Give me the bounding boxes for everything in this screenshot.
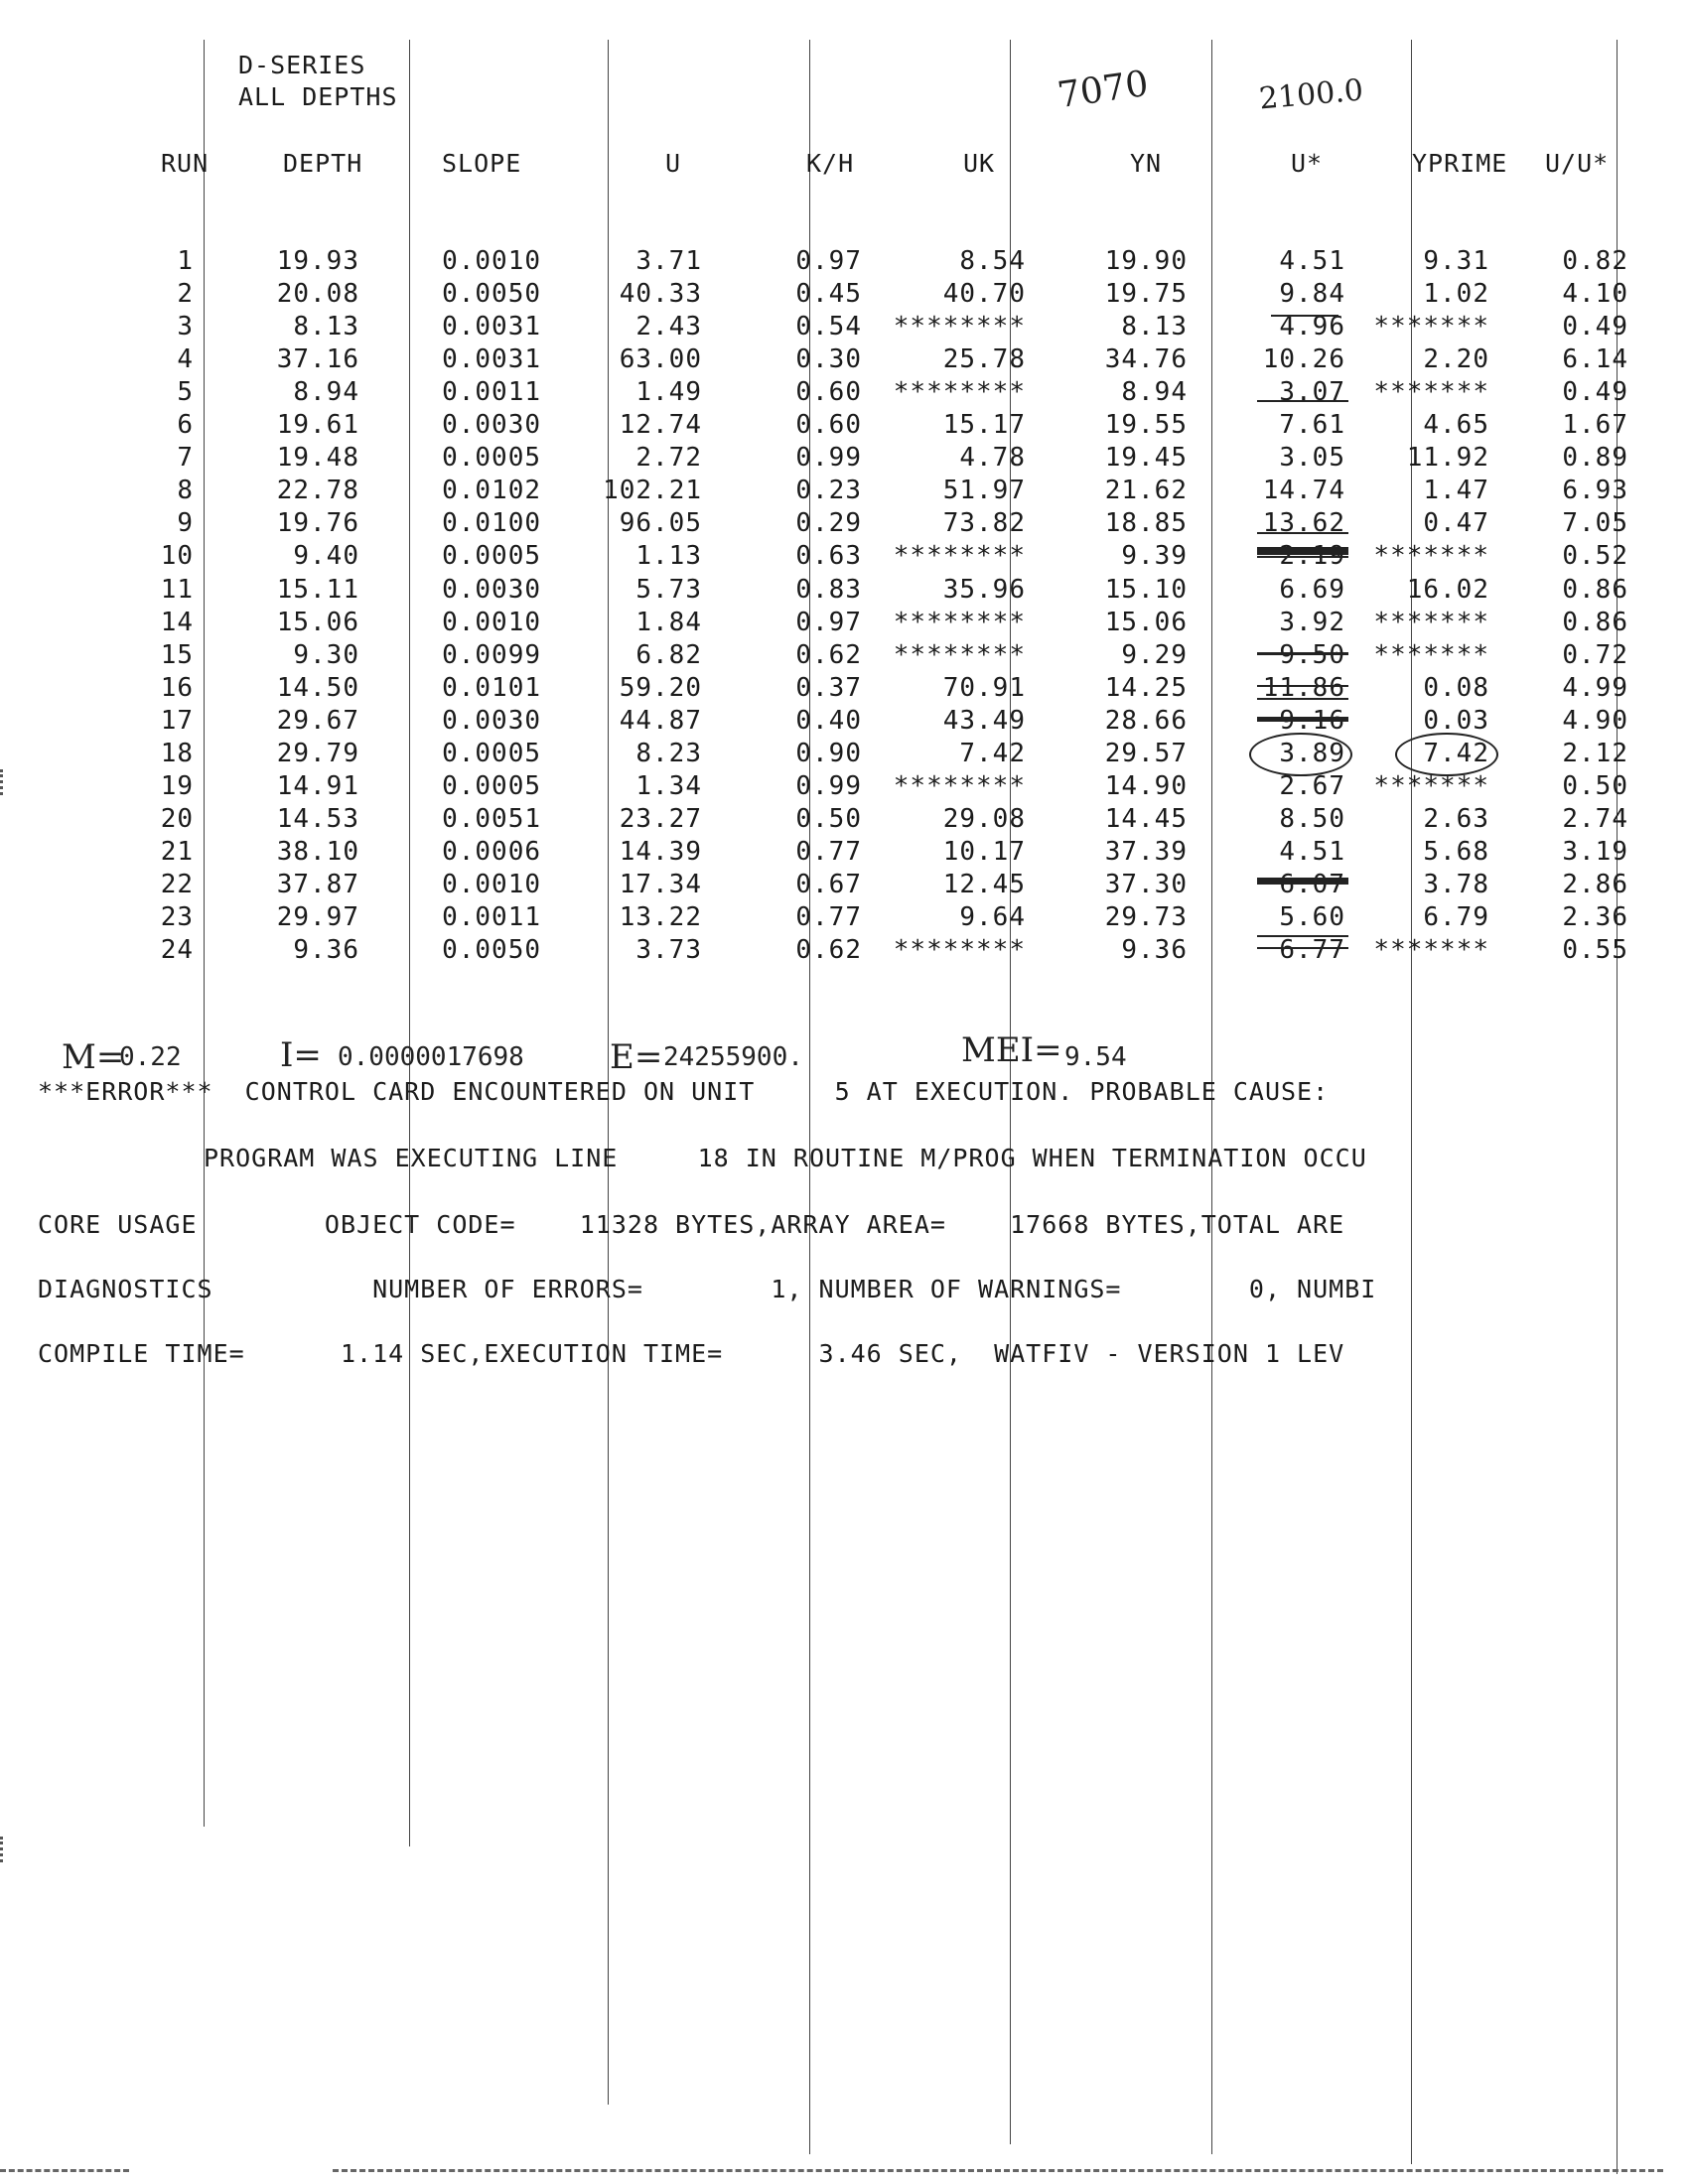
table-row: [0, 312, 1689, 344]
cell-kh: 0.63: [795, 541, 862, 572]
handwritten-circle: [1249, 733, 1352, 776]
cell-depth: 15.11: [276, 574, 359, 605]
cell-kh: 0.30: [795, 344, 862, 375]
cell-uk: 9.64: [959, 902, 1026, 932]
cell-slope: 0.0005: [442, 770, 541, 801]
handwritten-e-label: E=: [610, 1037, 663, 1077]
cell-yprime: *******: [1373, 377, 1489, 408]
cell-uk: ********: [893, 312, 1026, 342]
cell-run: 15: [160, 639, 194, 670]
bottom-perforation: [0, 2169, 129, 2172]
cell-uk: ********: [893, 770, 1026, 801]
cell-depth: 14.91: [276, 770, 359, 801]
cell-depth: 22.78: [276, 476, 359, 506]
handwritten-underline: [1257, 698, 1348, 700]
cell-depth: 19.48: [276, 443, 359, 474]
cell-run: 5: [177, 377, 194, 408]
cell-uu: 2.86: [1562, 869, 1628, 899]
cell-yn: 19.45: [1104, 443, 1188, 474]
report-title-line1: D-SERIES: [238, 51, 366, 79]
cell-run: 16: [160, 672, 194, 703]
cell-uu: 3.19: [1562, 836, 1628, 867]
cell-yn: 19.75: [1104, 279, 1188, 310]
cell-depth: 29.79: [276, 738, 359, 768]
cell-u: 14.39: [619, 836, 702, 867]
cell-ustar: 3.89: [1279, 738, 1345, 768]
cell-yn: 37.39: [1104, 836, 1188, 867]
cell-depth: 19.61: [276, 410, 359, 441]
cell-uu: 6.14: [1562, 344, 1628, 375]
cell-run: 20: [160, 803, 194, 834]
cell-run: 21: [160, 836, 194, 867]
cell-depth: 29.97: [276, 902, 359, 932]
cell-uu: 0.49: [1562, 377, 1628, 408]
cell-depth: 9.36: [293, 935, 359, 966]
cell-yn: 14.45: [1104, 803, 1188, 834]
cell-ustar: 4.96: [1279, 312, 1345, 342]
cell-run: 11: [160, 574, 194, 605]
table-row: [0, 410, 1689, 443]
cell-uu: 1.67: [1562, 410, 1628, 441]
cell-ustar: 6.07: [1279, 869, 1345, 899]
cell-u: 17.34: [619, 869, 702, 899]
cell-kh: 0.99: [795, 443, 862, 474]
handwritten-underline: [1257, 883, 1348, 885]
cell-u: 8.23: [635, 738, 702, 768]
cell-u: 2.72: [635, 443, 702, 474]
header-uu: U/U*: [1545, 149, 1610, 178]
cell-ustar: 7.61: [1279, 410, 1345, 441]
cell-yprime: 7.42: [1423, 738, 1489, 768]
handwritten-e-value: 24255900.: [663, 1042, 803, 1072]
cell-u: 6.82: [635, 639, 702, 670]
handwritten-mei-value: 9.54: [1064, 1042, 1127, 1072]
cell-uk: 12.45: [942, 869, 1026, 899]
cell-slope: 0.0010: [442, 246, 541, 276]
cell-u: 63.00: [619, 344, 702, 375]
table-row: [0, 870, 1689, 902]
cell-slope: 0.0051: [442, 803, 541, 834]
cell-ustar: 11.86: [1262, 672, 1345, 703]
cell-depth: 9.40: [293, 541, 359, 572]
cell-ustar: 8.50: [1279, 803, 1345, 834]
cell-uk: 25.78: [942, 344, 1026, 375]
cell-yprime: 1.02: [1423, 279, 1489, 310]
cell-run: 8: [177, 476, 194, 506]
cell-depth: 8.94: [293, 377, 359, 408]
cell-uu: 2.74: [1562, 803, 1628, 834]
cell-yn: 14.90: [1104, 770, 1188, 801]
cell-kh: 0.29: [795, 508, 862, 539]
cell-uu: 0.55: [1562, 935, 1628, 966]
cell-yprime: 9.31: [1423, 246, 1489, 276]
cell-ustar: 6.77: [1279, 935, 1345, 966]
cell-yn: 15.10: [1104, 574, 1188, 605]
cell-yn: 21.62: [1104, 476, 1188, 506]
cell-slope: 0.0011: [442, 377, 541, 408]
table-row: [0, 804, 1689, 837]
cell-yn: 34.76: [1104, 344, 1188, 375]
cell-depth: 29.67: [276, 705, 359, 736]
cell-slope: 0.0005: [442, 443, 541, 474]
cell-depth: 19.76: [276, 508, 359, 539]
table-row: [0, 443, 1689, 476]
cell-uu: 0.86: [1562, 607, 1628, 637]
cell-ustar: 4.51: [1279, 836, 1345, 867]
cell-yn: 19.55: [1104, 410, 1188, 441]
handwritten-underline: [1257, 400, 1348, 402]
cell-u: 1.34: [635, 770, 702, 801]
cell-run: 2: [177, 279, 194, 310]
cell-u: 12.74: [619, 410, 702, 441]
cell-yprime: *******: [1373, 639, 1489, 670]
cell-yprime: 11.92: [1406, 443, 1489, 474]
cell-slope: 0.0050: [442, 935, 541, 966]
cell-depth: 20.08: [276, 279, 359, 310]
cell-yprime: 5.68: [1423, 836, 1489, 867]
table-row: [0, 541, 1689, 574]
cell-depth: 14.50: [276, 672, 359, 703]
cell-ustar: 9.50: [1279, 639, 1345, 670]
table-row: [0, 902, 1689, 935]
header-uk: UK: [963, 149, 996, 178]
cell-u: 44.87: [619, 705, 702, 736]
cell-run: 24: [160, 935, 194, 966]
table-row: [0, 377, 1689, 410]
handwritten-note-top: 2100.0: [1257, 72, 1365, 117]
cell-yn: 29.57: [1104, 738, 1188, 768]
cell-u: 2.43: [635, 312, 702, 342]
cell-uu: 0.49: [1562, 312, 1628, 342]
cell-uu: 4.90: [1562, 705, 1628, 736]
report-title-line2: ALL DEPTHS: [238, 82, 398, 111]
error-message: ***ERROR*** CONTROL CARD ENCOUNTERED ON UNIT 5 AT EXECUTION. PROBABLE CAUSE:: [38, 1077, 1330, 1106]
compile-time-message: COMPILE TIME= 1.14 SEC,EXECUTION TIME= 3.46 SEC, WATFIV - VERSION 1 LEV: [38, 1339, 1345, 1368]
handwritten-circle: [1395, 733, 1498, 776]
cell-uu: 2.12: [1562, 738, 1628, 768]
cell-slope: 0.0102: [442, 476, 541, 506]
handwritten-m-label: M=: [62, 1037, 125, 1077]
cell-uu: 7.05: [1562, 508, 1628, 539]
cell-kh: 0.45: [795, 279, 862, 310]
cell-uk: 51.97: [942, 476, 1026, 506]
table-row: [0, 575, 1689, 608]
cell-slope: 0.0030: [442, 574, 541, 605]
cell-run: 22: [160, 869, 194, 899]
cell-u: 3.71: [635, 246, 702, 276]
cell-yprime: *******: [1373, 541, 1489, 572]
cell-ustar: 2.67: [1279, 770, 1345, 801]
cell-slope: 0.0030: [442, 705, 541, 736]
header-depth: DEPTH: [283, 149, 363, 178]
cell-kh: 0.97: [795, 246, 862, 276]
cell-slope: 0.0005: [442, 738, 541, 768]
cell-u: 96.05: [619, 508, 702, 539]
table-row: [0, 246, 1689, 279]
handwritten-underline: [1257, 947, 1348, 949]
cell-yprime: 2.63: [1423, 803, 1489, 834]
cell-kh: 0.50: [795, 803, 862, 834]
cell-uk: 10.17: [942, 836, 1026, 867]
cell-yn: 19.90: [1104, 246, 1188, 276]
cell-uu: 4.10: [1562, 279, 1628, 310]
cell-u: 1.49: [635, 377, 702, 408]
cell-uk: 43.49: [942, 705, 1026, 736]
cell-u: 23.27: [619, 803, 702, 834]
cell-run: 3: [177, 312, 194, 342]
handwritten-note-top: 7070: [1055, 63, 1152, 117]
cell-ustar: 9.84: [1279, 279, 1345, 310]
header-ustar: U*: [1291, 149, 1324, 178]
cell-yprime: 6.79: [1423, 902, 1489, 932]
cell-u: 1.13: [635, 541, 702, 572]
cell-uu: 0.52: [1562, 541, 1628, 572]
cell-u: 1.84: [635, 607, 702, 637]
cell-slope: 0.0031: [442, 344, 541, 375]
cell-kh: 0.83: [795, 574, 862, 605]
cell-yprime: 0.03: [1423, 705, 1489, 736]
cell-ustar: 2.19: [1279, 541, 1345, 572]
cell-ustar: 4.51: [1279, 246, 1345, 276]
cell-run: 7: [177, 443, 194, 474]
table-row: [0, 344, 1689, 377]
cell-yprime: 4.65: [1423, 410, 1489, 441]
cell-uu: 0.86: [1562, 574, 1628, 605]
cell-kh: 0.23: [795, 476, 862, 506]
handwritten-underline: [1257, 685, 1348, 687]
cell-u: 40.33: [619, 279, 702, 310]
cell-kh: 0.90: [795, 738, 862, 768]
cell-run: 9: [177, 508, 194, 539]
handwritten-mei-label: MEI=: [961, 1030, 1062, 1070]
program-status-message: PROGRAM WAS EXECUTING LINE 18 IN ROUTINE M/PROG WHEN TERMINATION OCCU: [204, 1144, 1367, 1172]
handwritten-i-label: I=: [280, 1035, 322, 1075]
handwritten-underline: [1271, 315, 1338, 317]
cell-run: 1: [177, 246, 194, 276]
cell-ustar: 3.05: [1279, 443, 1345, 474]
cell-kh: 0.62: [795, 935, 862, 966]
cell-uk: ********: [893, 639, 1026, 670]
cell-yprime: *******: [1373, 607, 1489, 637]
cell-yprime: 0.08: [1423, 672, 1489, 703]
table-row: [0, 673, 1689, 706]
cell-uu: 0.82: [1562, 246, 1628, 276]
cell-yprime: 1.47: [1423, 476, 1489, 506]
cell-uk: 70.91: [942, 672, 1026, 703]
cell-uu: 2.36: [1562, 902, 1628, 932]
cell-kh: 0.54: [795, 312, 862, 342]
cell-run: 4: [177, 344, 194, 375]
cell-yprime: 16.02: [1406, 574, 1489, 605]
cell-uu: 0.50: [1562, 770, 1628, 801]
cell-slope: 0.0050: [442, 279, 541, 310]
core-usage-message: CORE USAGE OBJECT CODE= 11328 BYTES,ARRAY AREA= 17668 BYTES,TOTAL ARE: [38, 1210, 1345, 1239]
cell-uk: 4.78: [959, 443, 1026, 474]
table-row: [0, 279, 1689, 312]
cell-u: 3.73: [635, 935, 702, 966]
handwritten-i-value: 0.0000017698: [338, 1042, 524, 1072]
cell-yn: 9.39: [1121, 541, 1188, 572]
header-kh: K/H: [806, 149, 855, 178]
cell-uk: ********: [893, 541, 1026, 572]
cell-run: 14: [160, 607, 194, 637]
cell-slope: 0.0010: [442, 607, 541, 637]
header-u: U: [665, 149, 682, 178]
cell-yn: 15.06: [1104, 607, 1188, 637]
cell-yn: 8.13: [1121, 312, 1188, 342]
cell-uk: 29.08: [942, 803, 1026, 834]
cell-run: 10: [160, 541, 194, 572]
cell-yprime: *******: [1373, 770, 1489, 801]
cell-kh: 0.77: [795, 902, 862, 932]
header-slope: SLOPE: [442, 149, 522, 178]
cell-slope: 0.0006: [442, 836, 541, 867]
cell-run: 6: [177, 410, 194, 441]
header-run: RUN: [161, 149, 210, 178]
cell-ustar: 6.69: [1279, 574, 1345, 605]
cell-u: 59.20: [619, 672, 702, 703]
cell-uk: 8.54: [959, 246, 1026, 276]
cell-slope: 0.0100: [442, 508, 541, 539]
cell-yprime: 0.47: [1423, 508, 1489, 539]
cell-slope: 0.0030: [442, 410, 541, 441]
cell-run: 17: [160, 705, 194, 736]
table-row: [0, 935, 1689, 968]
cell-uk: 40.70: [942, 279, 1026, 310]
bottom-perforation: [333, 2169, 1663, 2172]
handwritten-underline: [1257, 720, 1348, 722]
header-yn: YN: [1130, 149, 1163, 178]
cell-yn: 37.30: [1104, 869, 1188, 899]
cell-ustar: 3.07: [1279, 377, 1345, 408]
cell-uk: ********: [893, 607, 1026, 637]
cell-kh: 0.60: [795, 410, 862, 441]
cell-ustar: 5.60: [1279, 902, 1345, 932]
cell-depth: 8.13: [293, 312, 359, 342]
cell-ustar: 14.74: [1262, 476, 1345, 506]
handwritten-underline: [1257, 935, 1348, 937]
cell-yn: 18.85: [1104, 508, 1188, 539]
cell-slope: 0.0031: [442, 312, 541, 342]
cell-slope: 0.0010: [442, 869, 541, 899]
cell-uu: 6.93: [1562, 476, 1628, 506]
cell-kh: 0.97: [795, 607, 862, 637]
cell-kh: 0.37: [795, 672, 862, 703]
cell-uk: 15.17: [942, 410, 1026, 441]
handwritten-underline: [1257, 553, 1348, 555]
cell-depth: 9.30: [293, 639, 359, 670]
cell-ustar: 13.62: [1262, 508, 1345, 539]
cell-run: 23: [160, 902, 194, 932]
cell-kh: 0.99: [795, 770, 862, 801]
cell-yn: 8.94: [1121, 377, 1188, 408]
cell-yn: 14.25: [1104, 672, 1188, 703]
cell-uu: 0.72: [1562, 639, 1628, 670]
cell-u: 13.22: [619, 902, 702, 932]
cell-kh: 0.62: [795, 639, 862, 670]
cell-yprime: 3.78: [1423, 869, 1489, 899]
cell-slope: 0.0005: [442, 541, 541, 572]
cell-uu: 4.99: [1562, 672, 1628, 703]
cell-uk: ********: [893, 377, 1026, 408]
table-row: [0, 476, 1689, 508]
table-row: [0, 837, 1689, 870]
cell-yn: 28.66: [1104, 705, 1188, 736]
table-row: [0, 771, 1689, 804]
cell-kh: 0.40: [795, 705, 862, 736]
cell-slope: 0.0099: [442, 639, 541, 670]
handwritten-underline: [1257, 556, 1348, 558]
cell-depth: 15.06: [276, 607, 359, 637]
cell-uk: 35.96: [942, 574, 1026, 605]
cell-yn: 9.29: [1121, 639, 1188, 670]
handwritten-underline: [1257, 532, 1348, 534]
cell-uk: 7.42: [959, 738, 1026, 768]
cell-kh: 0.60: [795, 377, 862, 408]
cell-ustar: 10.26: [1262, 344, 1345, 375]
cell-kh: 0.67: [795, 869, 862, 899]
table-row: [0, 640, 1689, 673]
cell-depth: 19.93: [276, 246, 359, 276]
cell-kh: 0.77: [795, 836, 862, 867]
cell-slope: 0.0101: [442, 672, 541, 703]
diagnostics-message: DIAGNOSTICS NUMBER OF ERRORS= 1, NUMBER OF WARNINGS= 0, NUMBI: [38, 1275, 1377, 1303]
cell-u: 5.73: [635, 574, 702, 605]
handwritten-underline: [1257, 653, 1348, 655]
cell-run: 18: [160, 738, 194, 768]
cell-depth: 38.10: [276, 836, 359, 867]
cell-u: 102.21: [603, 476, 702, 506]
cell-depth: 37.87: [276, 869, 359, 899]
cell-uu: 0.89: [1562, 443, 1628, 474]
margin-mark: [0, 1837, 13, 1862]
cell-yprime: 2.20: [1423, 344, 1489, 375]
cell-run: 19: [160, 770, 194, 801]
header-yprime: YPRIME: [1412, 149, 1508, 178]
cell-uk: 73.82: [942, 508, 1026, 539]
cell-uk: ********: [893, 935, 1026, 966]
handwritten-m-value: 0.22: [119, 1042, 182, 1072]
cell-yn: 29.73: [1104, 902, 1188, 932]
table-row: [0, 608, 1689, 640]
cell-yn: 9.36: [1121, 935, 1188, 966]
cell-yprime: *******: [1373, 312, 1489, 342]
table-row: [0, 508, 1689, 541]
cell-depth: 14.53: [276, 803, 359, 834]
cell-ustar: 3.92: [1279, 607, 1345, 637]
cell-ustar: 9.16: [1279, 705, 1345, 736]
cell-depth: 37.16: [276, 344, 359, 375]
cell-yprime: *******: [1373, 935, 1489, 966]
cell-slope: 0.0011: [442, 902, 541, 932]
